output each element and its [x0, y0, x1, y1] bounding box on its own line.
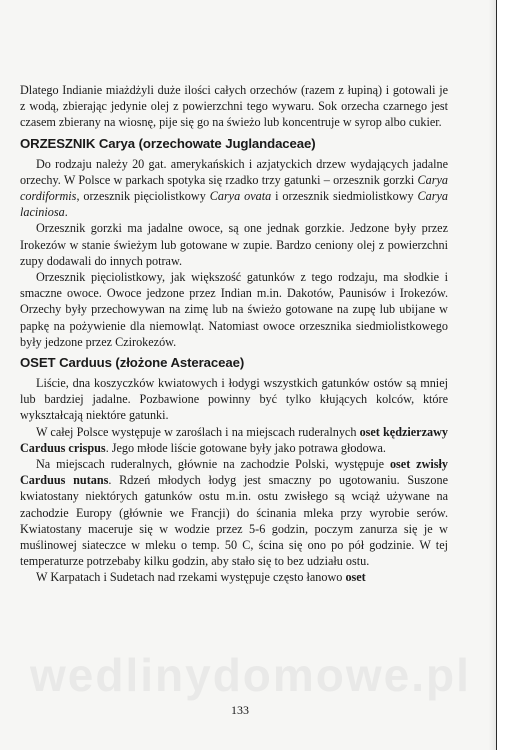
species-name: oset	[345, 570, 366, 585]
latin-name: Carya ovata	[209, 189, 272, 204]
site-watermark: wedlinydomowe.pl	[30, 649, 471, 701]
text-run: . Rdzeń młodych łodyg jest smaczny po ugotowaniu. Suszone kwiatostany niektórych gatunków ostu m.in. ostu zwisłego są wciąż używane na zachodzie Europy (głównie we Francji) do ścinania mleka przy wyrobie serów. Kwiatostany maceruje się w wodzie przez 5-6 godzin, poczym zanurza się je w muślinowej siateczce w mleku o temp. 50 C, ścina się ono po pół godzinie. W tej temperaturze potrzebaby kilku godzin, aby stało się to bez udziału ostu.	[20, 473, 448, 569]
latin-name: Carya laciniosa	[20, 189, 448, 220]
intro-paragraph: Dlatego Indianie miażdżyli duże ilości całych orzechów (razem z łupiną) i gotowali je z wodą, zbierając jedynie olej z powierzchni tego wywaru. Sok orzecha czarnego jest czasem zbierany na wiosnę, pije się go na świeżo lub koncentruje w syrop albo cukier.	[20, 83, 448, 130]
species-name: oset zwisły Carduus nutans	[20, 457, 448, 488]
text-run: i orzesznik siedmiolistkowy	[271, 189, 418, 204]
oset-paragraph-1: Liście, dna koszyczków kwiatowych i łodygi wszystkich gatunków ostów są mniej lub bardziej jadalne. Pozbawione powinny być tylko kłujących kolców, które wykształcają niektóre gatunki.	[20, 376, 448, 423]
text-run: Do rodzaju należy 20 gat. amerykańskich i azjatyckich drzew wydających jadalne orzechy. W Polsce w parkach spotyka się rzadko trzy gatunki – orzesznik gorzki	[20, 156, 448, 187]
text-run: W całej Polsce występuje w zaroślach i na miejscach ruderalnych	[36, 424, 360, 439]
adjacent-page-edge	[496, 0, 530, 750]
species-name: oset kędzierzawy Carduus crispus	[20, 424, 448, 455]
text-run: Na miejscach ruderalnych, głównie na zachodzie Polski, występuje	[36, 457, 390, 472]
heading-oset: OSET Carduus (złożone Asteraceae)	[20, 355, 245, 371]
orzesznik-paragraph-3: Orzesznik pięciolistkowy, jak większość gatunków z tego rodzaju, ma słodkie i smaczne owoce. Owoce jedzone przez Indian m.in. Dakotów, Paunisów i Irokezów. Orzechy były przechowywan na zimę lub na świeżo gotowane na zupę lub ubijane w papkę na pożywienie dla niemowląt. Natomiast owoce orzesznika siedmiolistkowego były jedzone przez Czirokezów.	[20, 270, 448, 349]
text-run: . Jego młode liście gotowane były jako potrawa głodowa.	[105, 440, 386, 455]
latin-name: Carya cordiformis	[20, 172, 448, 204]
page-body	[20, 82, 448, 586]
page-gutter-shadow	[488, 0, 496, 750]
text-run: .	[64, 205, 68, 220]
oset-paragraph-2	[20, 424, 448, 456]
orzesznik-paragraph-2: Orzesznik gorzki ma jadalne owoce, są one jednak gorzkie. Jedzone były przez Irokezów w stanie świeżym lub gotowane w zupie. Bardzo ceniony olej z powierzchni zupy dodawali do innych potraw.	[20, 221, 448, 268]
heading-orzesznik: ORZESZNIK Carya (orzechowate Juglandaceae)	[20, 135, 316, 151]
text-run: W Karpatach i Sudetach nad rzekami występuje często łanowo	[36, 570, 346, 585]
oset-paragraph-3	[20, 456, 448, 569]
text-run: , orzesznik pięciolistkowy	[76, 189, 210, 204]
orzesznik-paragraph-1	[20, 156, 448, 221]
oset-paragraph-4	[20, 569, 448, 585]
page-number: 133	[231, 703, 249, 717]
